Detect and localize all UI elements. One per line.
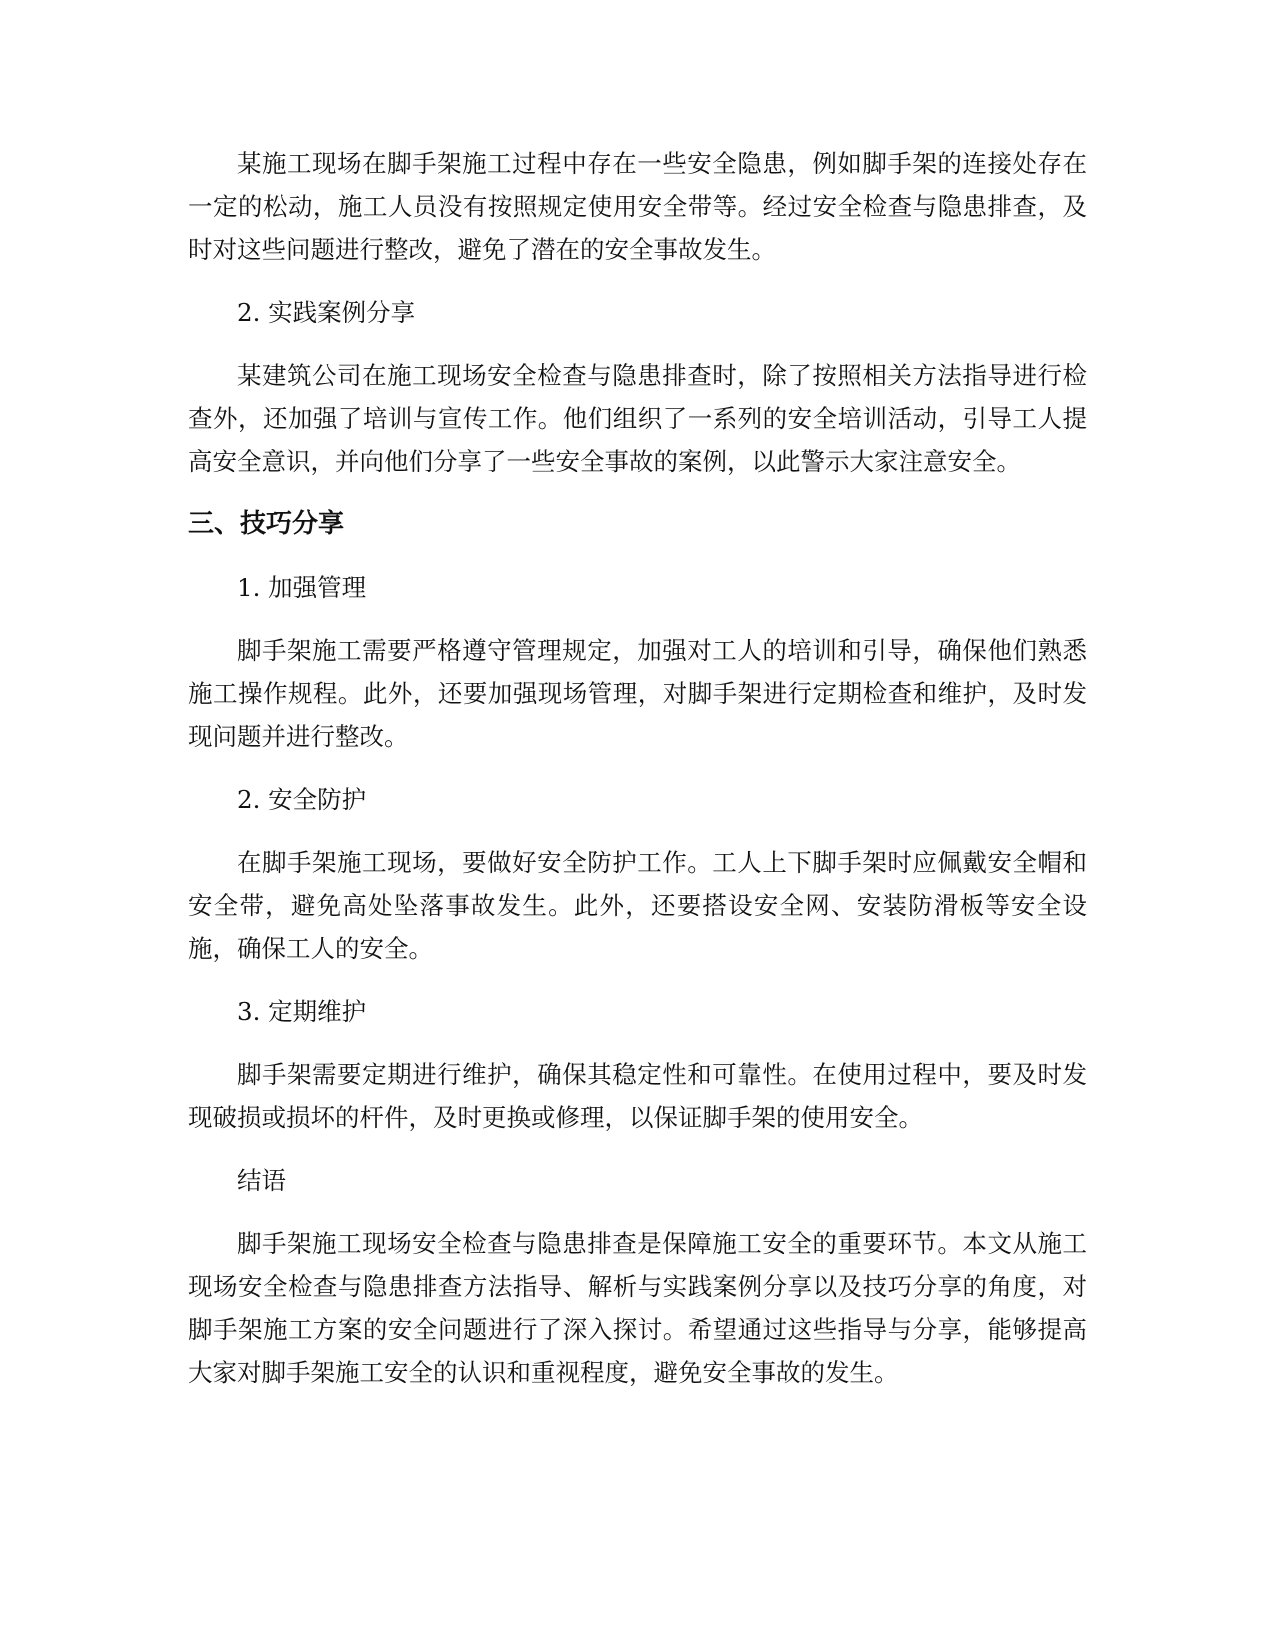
subheading-conclusion: 结语: [237, 1166, 286, 1195]
paragraph-company-case: 某建筑公司在施工现场安全检查与隐患排查时，除了按照相关方法指导进行检查外，还加强了培训与宣传工作。他们组织了一系列的安全培训活动，引导工人提高安全意识，并向他们分享了一些安全事故的案例，以此警示大家注意安全。: [188, 361, 1087, 476]
section-heading-tips: 三、技巧分享: [188, 509, 345, 539]
subheading-practice-case: 2. 实践案例分享: [237, 298, 416, 327]
subheading-safety-protection: 2. 安全防护: [237, 785, 367, 814]
paragraph-hazard-case: 某施工现场在脚手架施工过程中存在一些安全隐患，例如脚手架的连接处存在一定的松动，施工人员没有按照规定使用安全带等。经过安全检查与隐患排查，及时对这些问题进行整改，避免了潜在的安全事故发生。: [188, 149, 1087, 264]
paragraph-maintenance: 脚手架需要定期进行维护，确保其稳定性和可靠性。在使用过程中，要及时发现破损或损坏的杆件，及时更换或修理，以保证脚手架的使用安全。: [188, 1060, 1087, 1132]
paragraph-management: 脚手架施工需要严格遵守管理规定，加强对工人的培训和引导，确保他们熟悉施工操作规程。此外，还要加强现场管理，对脚手架进行定期检查和维护，及时发现问题并进行整改。: [188, 636, 1087, 751]
subheading-regular-maintenance: 3. 定期维护: [237, 997, 367, 1026]
paragraph-protection: 在脚手架施工现场，要做好安全防护工作。工人上下脚手架时应佩戴安全帽和安全带，避免高处坠落事故发生。此外，还要搭设安全网、安装防滑板等安全设施，确保工人的安全。: [188, 848, 1087, 963]
subheading-strengthen-management: 1. 加强管理: [237, 573, 367, 602]
paragraph-conclusion: 脚手架施工现场安全检查与隐患排查是保障施工安全的重要环节。本文从施工现场安全检查与隐患排查方法指导、解析与实践案例分享以及技巧分享的角度，对脚手架施工方案的安全问题进行了深入探讨。希望通过这些指导与分享，能够提高大家对脚手架施工安全的认识和重视程度，避免安全事故的发生。: [188, 1229, 1087, 1387]
